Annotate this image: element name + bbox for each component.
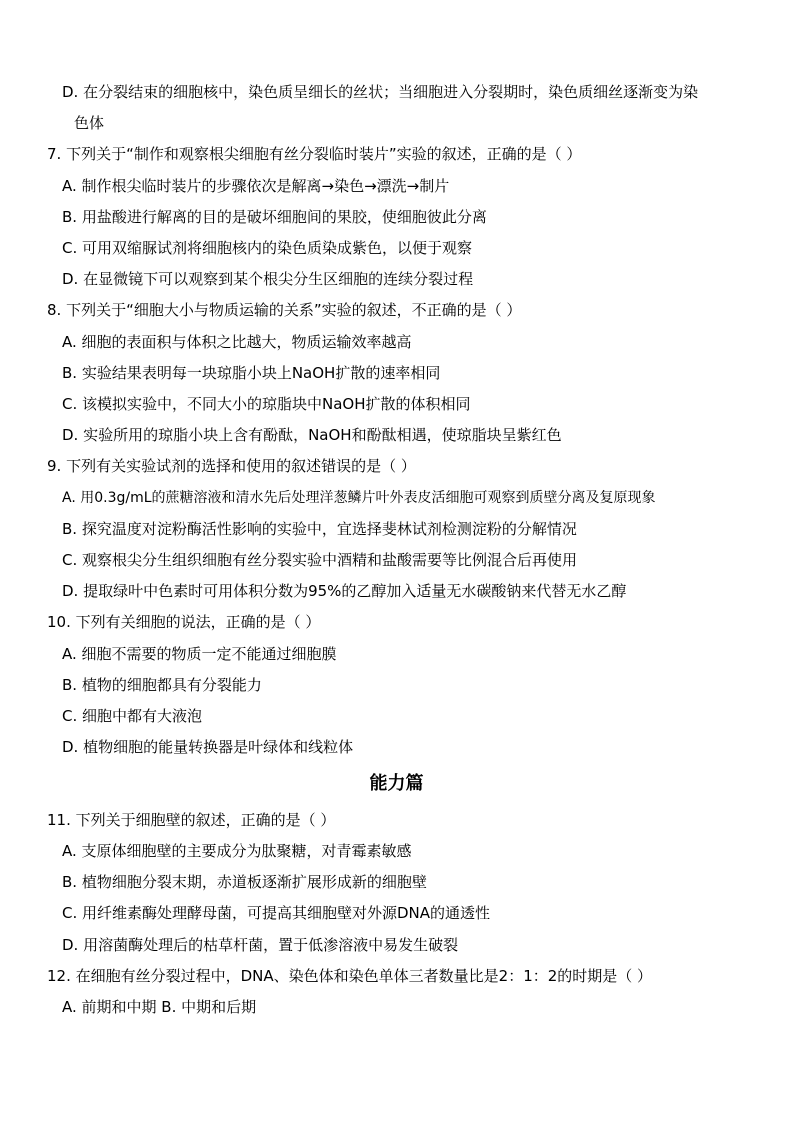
q11-option-a: A. 支原体细胞壁的主要成分为肽聚糖，对青霉素敏感 — [62, 842, 412, 860]
q11-option-b: B. 植物细胞分裂末期，赤道板逐渐扩展形成新的细胞壁 — [62, 873, 427, 891]
q12-options-a-b: A. 前期和中期 B. 中期和后期 — [62, 998, 257, 1016]
q8-option-b: B. 实验结果表明每一块琼脂小块上NaOH扩散的速率相同 — [62, 364, 441, 382]
question-7-stem: 7. 下列关于“制作和观察根尖细胞有丝分裂临时装片”实验的叙述，正确的是（ ） — [47, 145, 582, 163]
q10-option-d: D. 植物细胞的能量转换器是叶绿体和线粒体 — [62, 738, 354, 756]
section-title-ability: 能力篇 — [369, 773, 424, 794]
q10-option-c: C. 细胞中都有大液泡 — [62, 707, 203, 725]
question-11-stem: 11. 下列关于细胞壁的叙述，正确的是（ ） — [47, 811, 336, 829]
q8-option-c: C. 该模拟实验中，不同大小的琼脂块中NaOH扩散的体积相同 — [62, 395, 471, 413]
q10-option-b: B. 植物的细胞都具有分裂能力 — [62, 676, 262, 694]
q9-option-c: C. 观察根尖分生组织细胞有丝分裂实验中酒精和盐酸需要等比例混合后再使用 — [62, 551, 578, 569]
q11-option-c: C. 用纤维素酶处理酵母菌，可提高其细胞壁对外源DNA的通透性 — [62, 904, 491, 922]
q9-option-b: B. 探究温度对淀粉酶活性影响的实验中，宜选择斐林试剂检测淀粉的分解情况 — [62, 520, 577, 538]
q6-option-d-continued: 色体 — [74, 114, 105, 132]
q11-option-d: D. 用溶菌酶处理后的枯草杆菌，置于低渗溶液中易发生破裂 — [62, 936, 459, 954]
q8-option-d: D. 实验所用的琼脂小块上含有酚酞，NaOH和酚酞相遇，使琼脂块呈紫红色 — [62, 426, 562, 444]
q10-option-a: A. 细胞不需要的物质一定不能通过细胞膜 — [62, 645, 337, 663]
q9-option-d: D. 提取绿叶中色素时可用体积分数为95%的乙醇加入适量无水碳酸钠来代替无水乙醇 — [62, 582, 627, 600]
q6-option-d: D. 在分裂结束的细胞核中，染色质呈细长的丝状；当细胞进入分裂期时，染色质细丝逐渐变为染 — [62, 83, 699, 101]
q7-option-c: C. 可用双缩脲试剂将细胞核内的染色质染成紫色，以便于观察 — [62, 239, 473, 257]
question-8-stem: 8. 下列关于“细胞大小与物质运输的关系”实验的叙述，不正确的是（ ） — [47, 301, 522, 319]
q7-option-a: A. 制作根尖临时装片的步骤依次是解离→染色→漂洗→制片 — [62, 177, 450, 195]
question-10-stem: 10. 下列有关细胞的说法，正确的是（ ） — [47, 613, 321, 631]
q7-option-d: D. 在显微镜下可以观察到某个根尖分生区细胞的连续分裂过程 — [62, 270, 474, 288]
q7-option-b: B. 用盐酸进行解离的目的是破坏细胞间的果胶，使细胞彼此分离 — [62, 208, 487, 226]
question-12-stem: 12. 在细胞有丝分裂过程中，DNA、染色体和染色单体三者数量比是2：1：2的时期是（ ） — [47, 967, 653, 985]
question-9-stem: 9. 下列有关实验试剂的选择和使用的叙述错误的是（ ） — [47, 457, 416, 475]
q9-option-a: A. 用0.3g/mL的蔗糖溶液和清水先后处理洋葱鳞片叶外表皮活细胞可观察到质壁分离及复原现象 — [62, 490, 656, 506]
q8-option-a: A. 细胞的表面积与体积之比越大，物质运输效率越高 — [62, 333, 412, 351]
